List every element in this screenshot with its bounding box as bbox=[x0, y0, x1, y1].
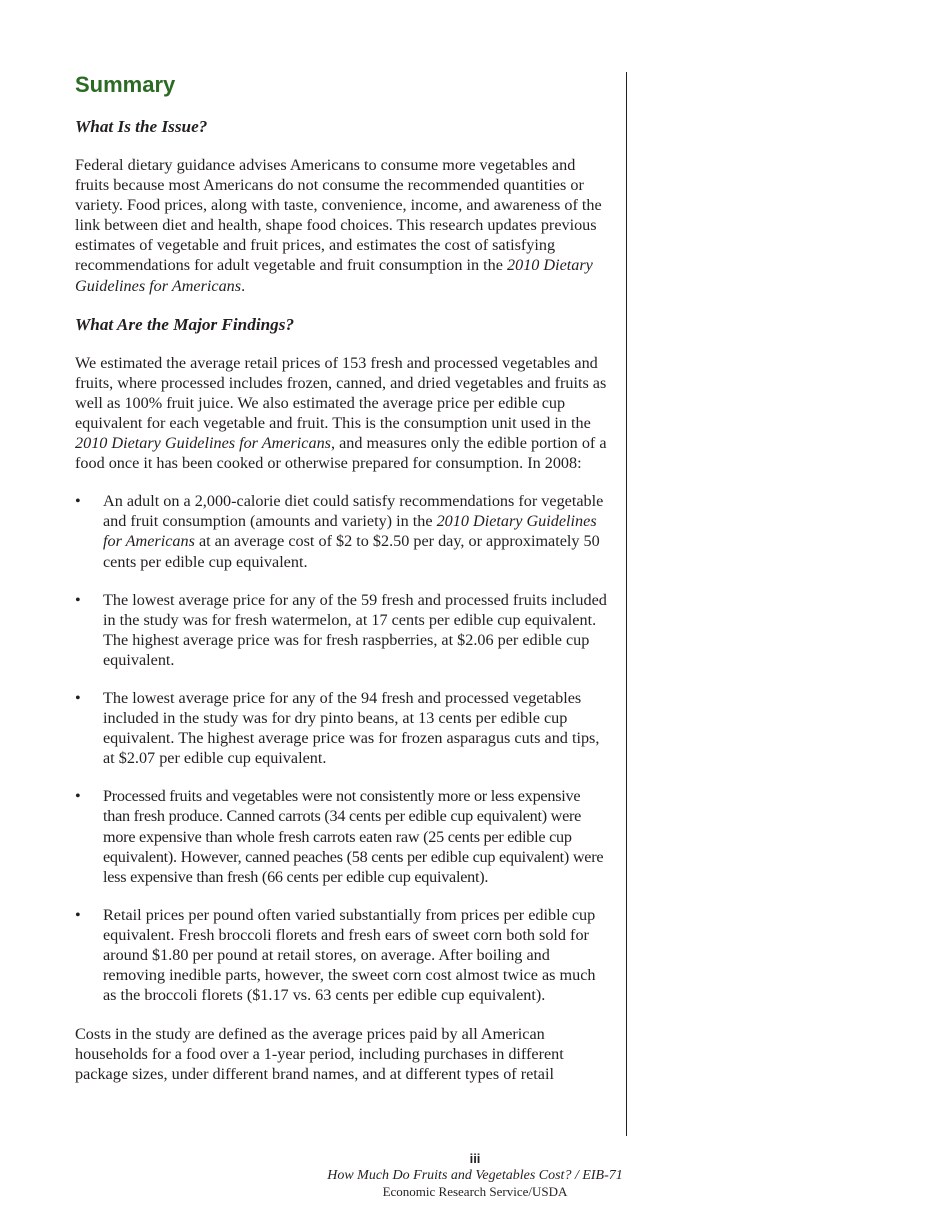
list-item bbox=[75, 786, 610, 886]
page-footer bbox=[0, 1150, 950, 1200]
guidelines-title-italic: 2010 Dietary Guidelines for Americans bbox=[75, 434, 331, 453]
bullet-text: An adult on a 2,000-calorie diet could satisfy recommendations for vegetable and fruit consumption (amounts and variety) in the bbox=[103, 492, 604, 531]
findings-subheading: What Are the Major Findings? bbox=[75, 314, 295, 334]
bullet-text: The lowest average price for any of the 59 fresh and processed fruits included in the study was for fresh watermelon, at 17 cents per edible cup equivalent. The highest average price was for fresh raspberries, at $2.06 per edible cup equivalent. bbox=[103, 590, 607, 669]
report-title: How Much Do Fruits and Vegetables Cost? / EIB-71 bbox=[327, 1168, 623, 1183]
column-divider-rule bbox=[626, 72, 627, 1136]
agency-name: Economic Research Service/USDA bbox=[382, 1184, 568, 1199]
bullet-marker: • bbox=[75, 905, 81, 924]
issue-text: Federal dietary guidance advises Americans to consume more vegetables and fruits because most Americans do not consume the recommended quantities or variety. Food prices, along with taste, convenience, income, and awareness of the link between diet and health, shape food choices. This research updates previous estimates of vegetable and fruit prices, and estimates the cost of satisfying recommendations for adult vegetable and fruit consumption in the bbox=[75, 156, 602, 275]
closing-paragraph: Costs in the study are defined as the average prices paid by all American households for a food over a 1-year period, including purchases in different package sizes, under different brand names, and at different types of retail bbox=[75, 1025, 564, 1084]
findings-list bbox=[75, 491, 610, 1005]
page-number: iii bbox=[469, 1151, 481, 1166]
bullet-text: Retail prices per pound often varied substantially from prices per edible cup equivalent. Fresh broccoli florets and fresh ears of sweet corn both sold for around $1.80 per pound at retail stores, on average. After boiling and removing inedible parts, however, the sweet corn cost almost twice as much as the broccoli florets ($1.17 vs. 63 cents per edible cup equivalent). bbox=[103, 905, 596, 1005]
bullet-text: The lowest average price for any of the 94 fresh and processed vegetables included in the study was for dry pinto beans, at 13 cents per edible cup equivalent. The highest average price was for frozen asparagus cuts and tips, at $2.07 per edible cup equivalent. bbox=[103, 688, 600, 768]
list-item bbox=[75, 491, 610, 571]
list-item bbox=[75, 905, 610, 1005]
list-item bbox=[75, 590, 610, 670]
bullet-marker: • bbox=[75, 688, 81, 707]
bullet-text: Processed fruits and vegetables were not consistently more or less expensive than fresh produce. Canned carrots (34 cents per edible cup equivalent) were more expensive than whole fresh carrots eaten raw (25 cents per edible cup equivalent). However, canned peaches (58 cents per edible cup equivalent) were less expensive than fresh (66 cents per edible cup equivalent). bbox=[103, 787, 604, 886]
issue-subheading: What Is the Issue? bbox=[75, 117, 208, 136]
issue-paragraph bbox=[75, 155, 610, 296]
bullet-marker: • bbox=[75, 787, 81, 806]
guidelines-title-italic: 2010 Dietary Guidelines for Americans bbox=[75, 256, 593, 295]
findings-intro-text-end: , and measures only the edible portion of a food once it has been cooked or otherwise prepared for consumption. In 2008: bbox=[75, 434, 607, 473]
list-item bbox=[75, 688, 610, 768]
guidelines-title-italic: 2010 Dietary Guidelines for Americans bbox=[103, 512, 597, 551]
issue-text-end: . bbox=[241, 276, 246, 295]
main-column bbox=[75, 70, 610, 1085]
findings-intro-text: We estimated the average retail prices of 153 fresh and processed vegetables and fruits, where processed includes frozen, canned, and dried vegetables and fruits as well as 100% fruit juice. We also estimated the average price per edible cup equivalent for each vegetable and fruit. This is the consumption unit used in the bbox=[75, 353, 607, 432]
findings-intro-paragraph bbox=[75, 353, 610, 474]
summary-heading: Summary bbox=[75, 72, 176, 97]
bullet-marker: • bbox=[75, 590, 81, 609]
bullet-marker: • bbox=[75, 492, 81, 511]
bullet-text-end: at an average cost of $2 to $2.50 per day, or approximately 50 cents per edible cup equivalent. bbox=[103, 532, 600, 571]
